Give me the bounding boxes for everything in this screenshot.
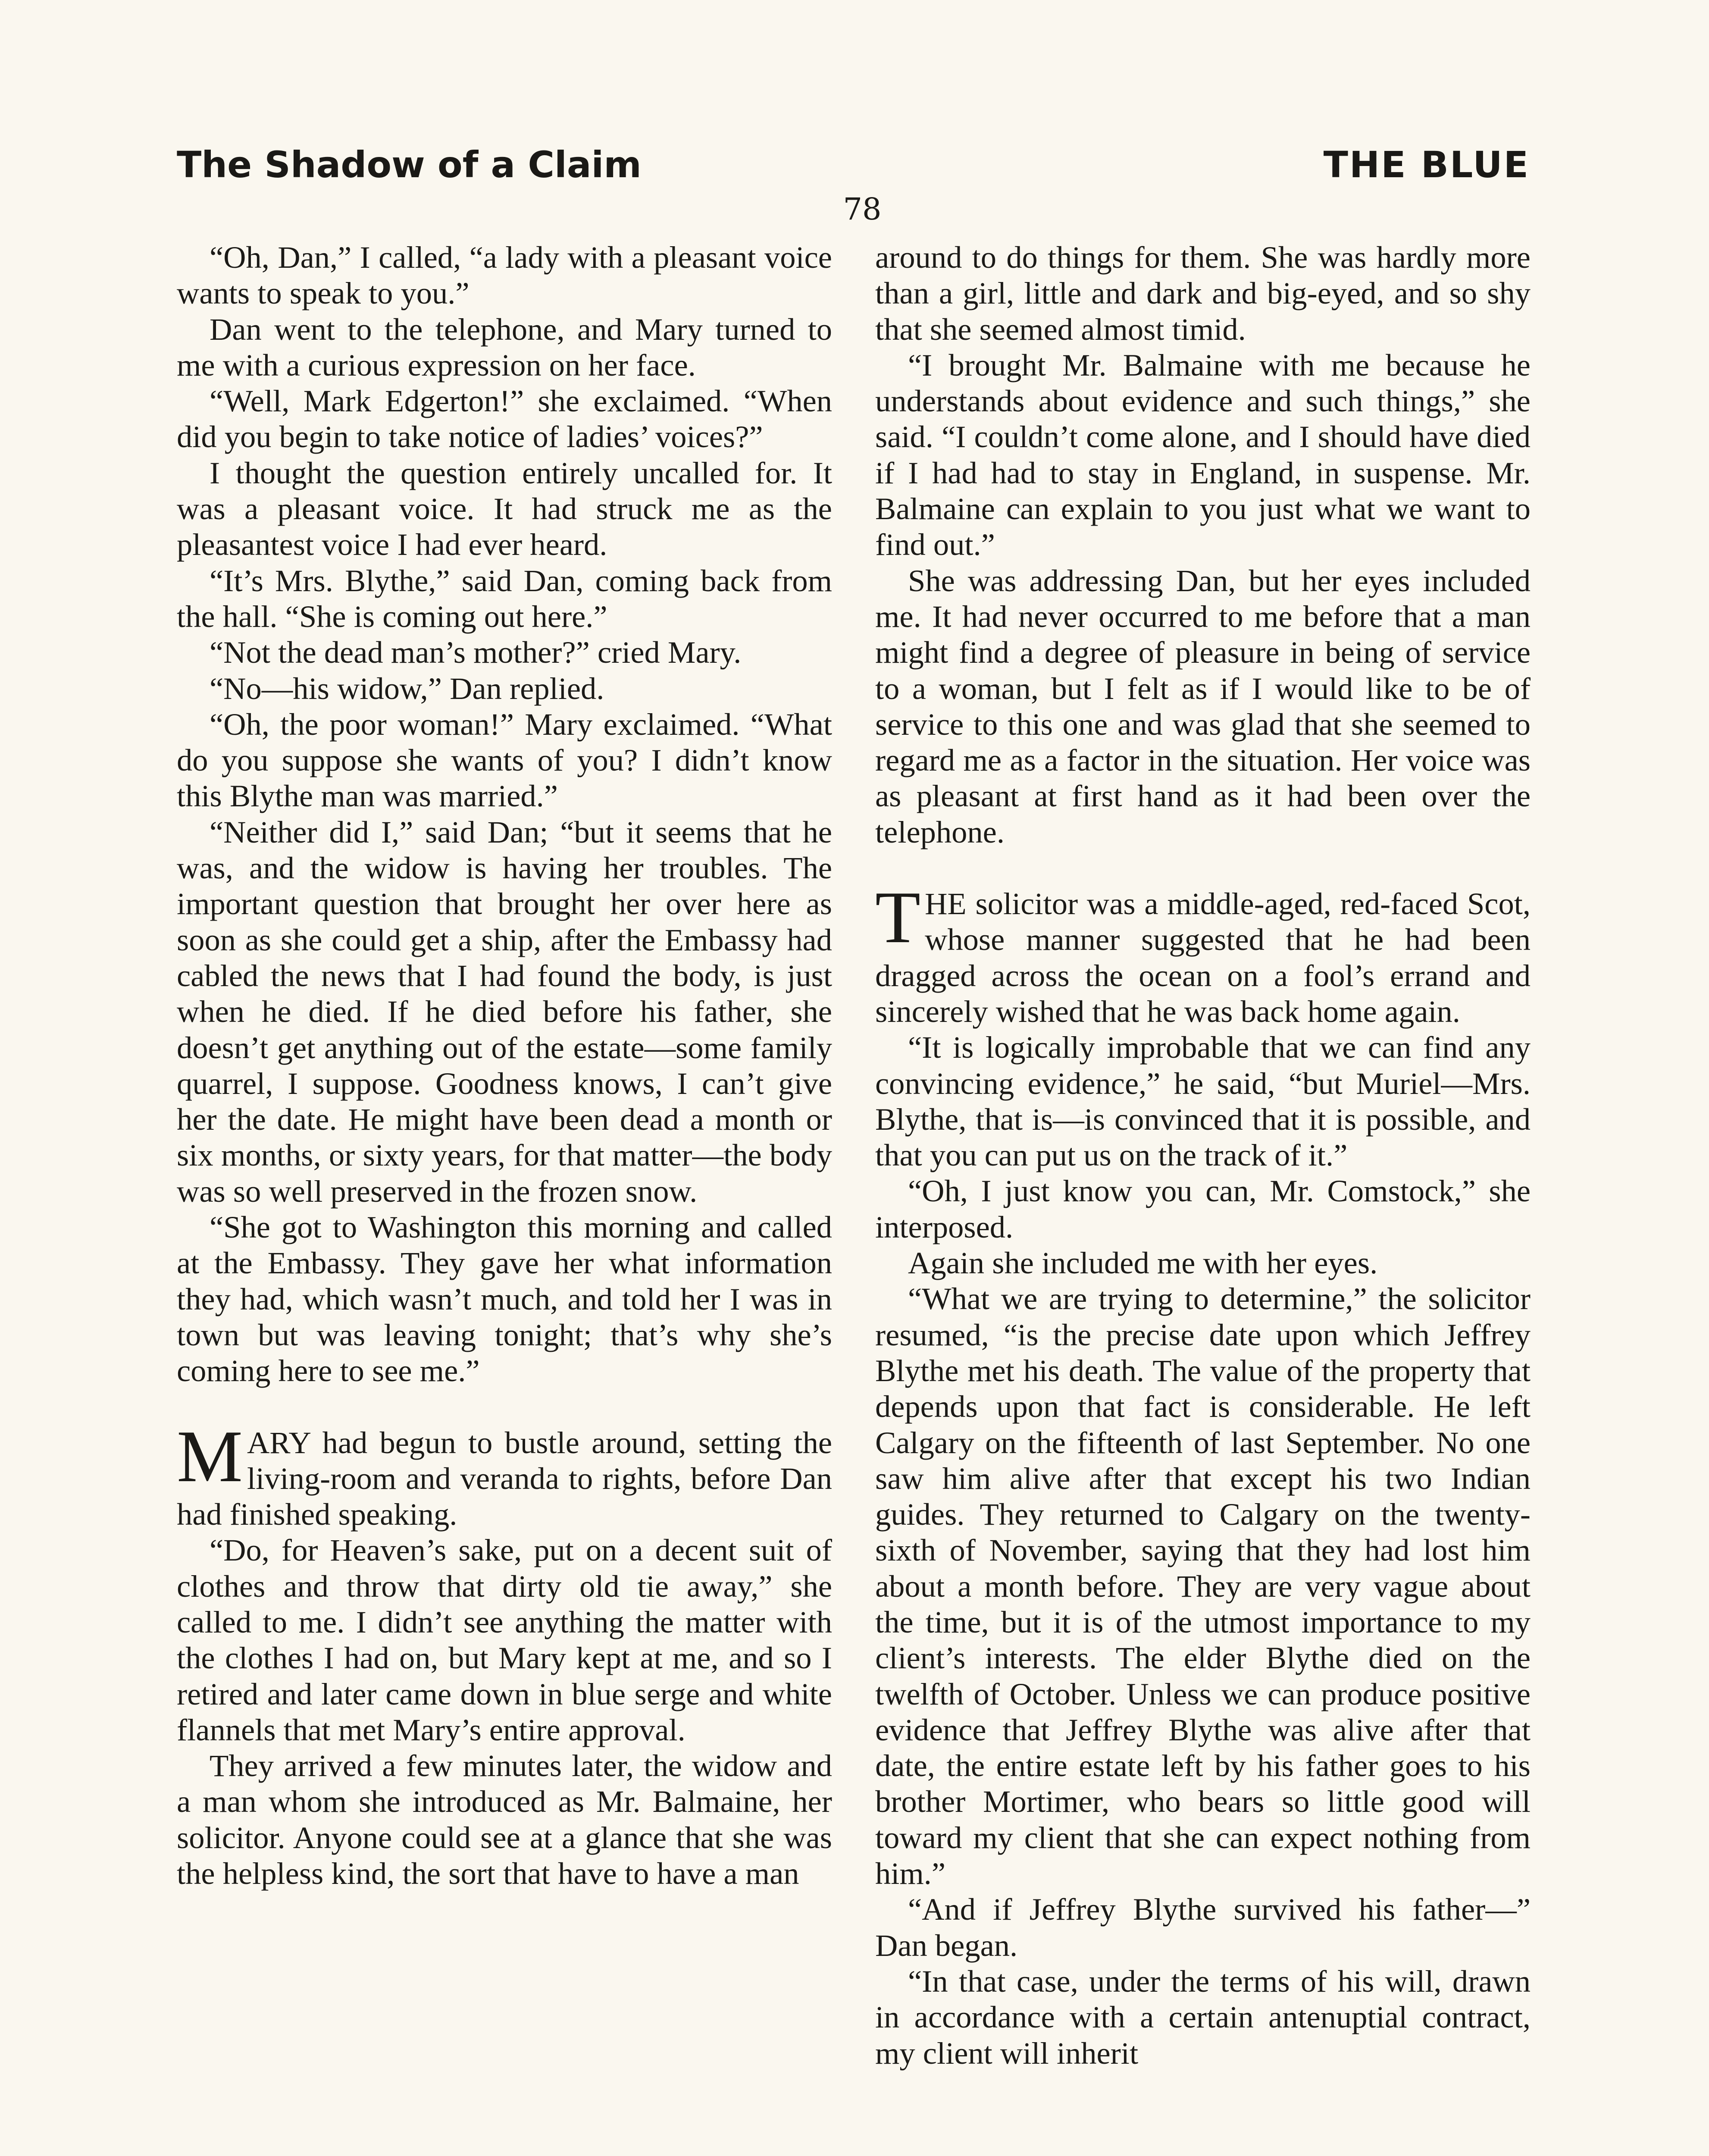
paragraph: “Not the dead man’s mother?” cried Mary. [210, 635, 742, 670]
paragraph: “Do, for Heaven’s sake, put on a decent suit of clothes and throw that dirty old tie away,” she called to me. I didn’t see anything the matter with the clothes I had on, but Mary kept at me, and so I retired and later came down in blue serge and white flannels that met Mary’s entire approval. [177, 1532, 832, 1747]
paragraph: “Well, Mark Edgerton!” she exclaimed. “When did you begin to take notice of ladies’ voices?” [177, 383, 832, 454]
paragraph: “Oh, the poor woman!” Mary exclaimed. “What do you suppose she wants of you? I didn’t know this Blythe man was married.” [177, 706, 832, 814]
story-title: The Shadow of a Claim [177, 144, 642, 186]
section-opening-text: HE solicitor was a middle-aged, red-faced Scot, whose manner suggested that he had been dragged across the ocean on a fool’s errand and sincerely wished that he was back home again. [875, 886, 1531, 1029]
paragraph: They arrived a few minutes later, the widow and a man whom she introduced as Mr. Balmaine, her solicitor. Anyone could see at a glance that she was the helpless kind, the sort that have to have a man [177, 1748, 832, 1891]
section-opening-text: ARY had begun to bustle around, setting the living-room and veranda to rights, before Dan had finished speaking. [177, 1425, 832, 1532]
paragraph: “It is logically improbable that we can find any convincing evidence,” he said, “but Muriel—Mrs. Blythe, that is—is convinced that it is possible, and that you can put us on the track of it.” [875, 1030, 1531, 1173]
paragraph: “What we are trying to determine,” the solicitor resumed, “is the precise date upon which Jeffrey Blythe met his death. The value of the property that depends upon that fact is considerable. He left Calgary on the fifteenth of last September. No one saw him alive after that except his two Indian guides. They returned to Calgary on the twenty-sixth of November, saying that they had lost him about a month before. They are very vague about the time, but it is of the utmost importance to my client’s interests. The elder Blythe died on the twelfth of October. Unless we can produce positive evidence that Jeffrey Blythe was alive after that date, the entire estate left by his father goes to his brother Mortimer, who bears so little good will toward my client that she can expect nothing from him.” [875, 1281, 1531, 1891]
paragraph: “And if Jeffrey Blythe survived his father—” Dan began. [875, 1892, 1531, 1963]
paragraph: Dan went to the telephone, and Mary turned to me with a curious expression on her face. [177, 311, 832, 382]
paragraph: “It’s Mrs. Blythe,” said Dan, coming back from the hall. “She is coming out here.” [177, 563, 832, 634]
paragraph: I thought the question entirely uncalled for. It was a pleasant voice. It had struck me as the pleasantest voice I had ever heard. [177, 455, 832, 562]
page-number: 78 [843, 191, 882, 227]
drop-cap: T [875, 877, 921, 959]
right-column [875, 239, 1531, 2071]
section-opening-paragraph [177, 1415, 832, 1532]
paragraph: She was addressing Dan, but her eyes included me. It had never occurred to me before that a man might find a degree of pleasure in being of service to a woman, but I felt as if I would like to be of service to this one and was glad that she seemed to regard me as a factor in the situation. Her voice was as pleasant at first hand as it had been over the telephone. [875, 563, 1531, 849]
paragraph: “Oh, Dan,” I called, “a lady with a pleasant voice wants to speak to you.” [177, 240, 832, 311]
paragraph: “In that case, under the terms of his will, drawn in accordance with a certain antenuptial contract, my client will inherit [875, 1963, 1531, 2071]
paragraph: “I brought Mr. Balmaine with me because he understands about evidence and such things,” she said. “I couldn’t come alone, and I should have died if I had had to stay in England, in suspense. Mr. Balmaine can explain to you just what we want to find out.” [875, 347, 1531, 562]
magazine-name: THE BLUE [1323, 144, 1530, 186]
paragraph: “Oh, I just know you can, Mr. Comstock,” she interposed. [875, 1173, 1531, 1244]
paragraph: “No—his widow,” Dan replied. [210, 671, 604, 706]
drop-cap: M [177, 1415, 243, 1498]
paragraph: “She got to Washington this morning and called at the Embassy. They gave her what information they had, which wasn’t much, and told her I was in town but was leaving tonight; that’s why she’s coming here to see me.” [177, 1210, 832, 1388]
section-opening-paragraph [875, 877, 1531, 1029]
paragraph: Again she included me with her eyes. [908, 1245, 1378, 1281]
paragraph: “Neither did I,” said Dan; “but it seems that he was, and the widow is having her troubles. The important question that brought her over here as soon as she could get a ship, after the Embassy had cabled the news that I had found the body, is just when he died. If he died before his father, she doesn’t get anything out of the estate—some family quarrel, I suppose. Goodness knows, I can’t give her the date. He might have been dead a month or six months, or sixty years, for that matter—the body was so well preserved in the frozen snow. [177, 814, 832, 1209]
paragraph: around to do things for them. She was hardly more than a girl, little and dark and big-eyed, and so shy that she seemed almost timid. [875, 240, 1531, 347]
left-column [177, 239, 832, 1891]
